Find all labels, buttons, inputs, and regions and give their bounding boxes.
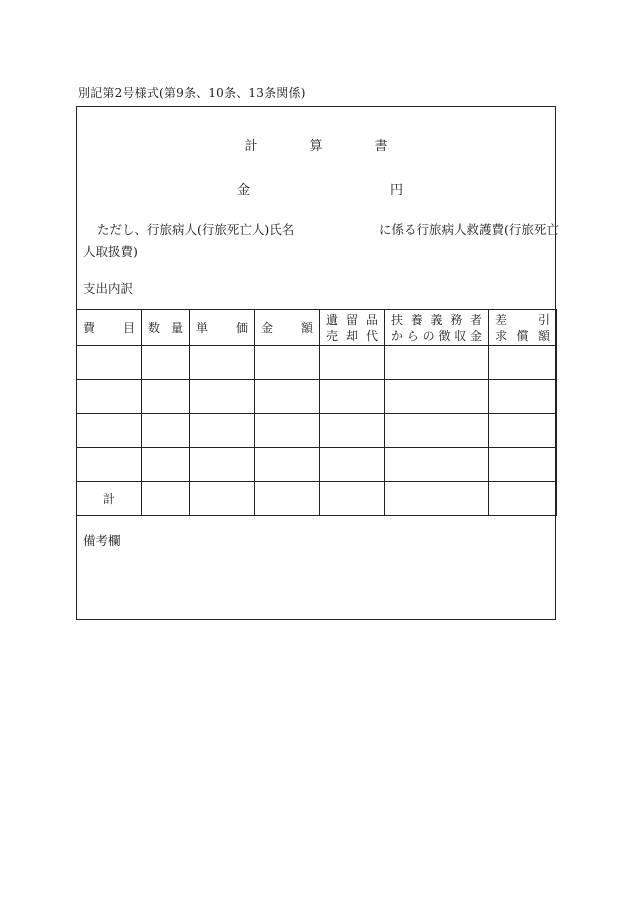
breakdown-label: 支出内訳 xyxy=(83,281,134,296)
col-expense-item: 費 目 xyxy=(77,310,142,346)
col-relic-sale: 遺 留 品 売 却 代 xyxy=(320,310,385,346)
col-balance-claim: 差 引 求 償 額 xyxy=(489,310,557,346)
title-char: 算 xyxy=(309,139,323,154)
form-title xyxy=(77,135,555,154)
description xyxy=(83,219,559,263)
total-label: 計 xyxy=(77,482,142,516)
expense-table xyxy=(76,309,557,516)
header-row xyxy=(77,310,557,346)
calculation-form xyxy=(76,106,559,620)
description-part3: 人取扱費) xyxy=(83,244,138,259)
table-row xyxy=(77,414,557,448)
title-char: 書 xyxy=(374,139,388,154)
table-row xyxy=(77,448,557,482)
amount-line xyxy=(237,179,404,198)
title-char: 計 xyxy=(244,139,258,154)
table-row xyxy=(77,380,557,414)
table-row xyxy=(77,346,557,380)
amount-prefix: 金 xyxy=(237,183,251,198)
col-dependent-collection: 扶 養 義 務 者 か ら の 徴 収 金 xyxy=(385,310,489,346)
form-note: 別記第2号様式(第9条、10条、13条関係) xyxy=(78,86,306,100)
remarks-label: 備考欄 xyxy=(83,533,121,548)
col-quantity: 数 量 xyxy=(142,310,190,346)
col-unit-price: 単 価 xyxy=(190,310,255,346)
description-part2: に係る行旅病人救護費(行旅死亡 xyxy=(379,222,559,237)
description-part1: ただし、行旅病人(行旅死亡人)氏名 xyxy=(97,222,295,237)
amount-suffix: 円 xyxy=(390,183,404,198)
col-amount: 金 額 xyxy=(255,310,320,346)
total-row xyxy=(77,482,557,516)
